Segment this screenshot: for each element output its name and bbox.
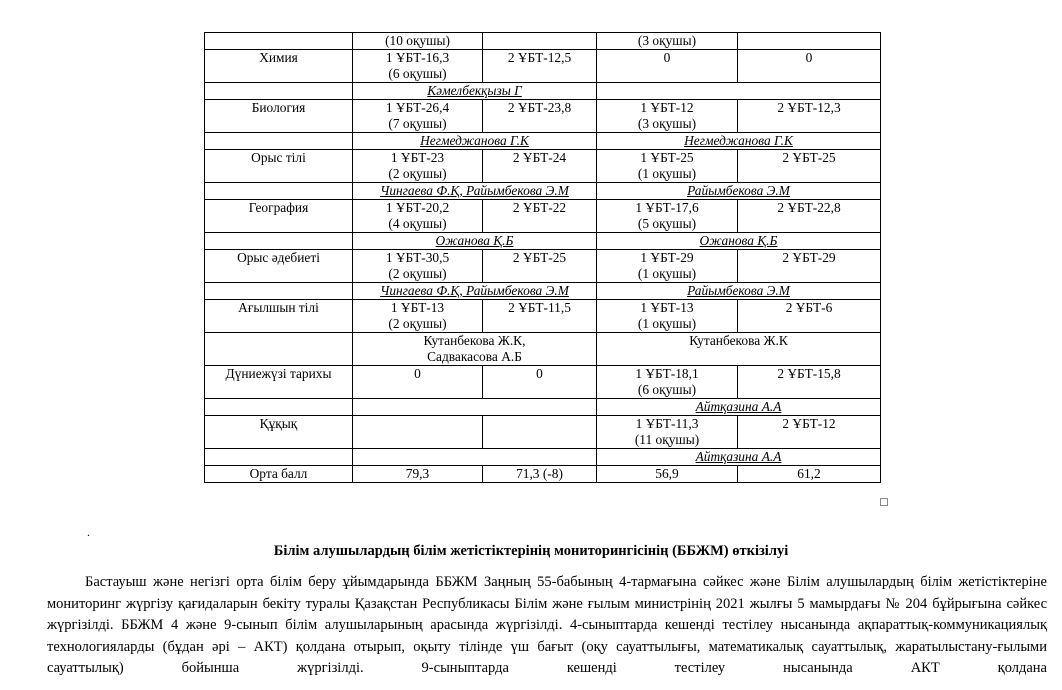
cell-line: 1 ҰБТ-23 (390, 150, 445, 165)
table-cell: Орыс тілі (205, 150, 353, 183)
cell-line: (4 оқушы) (388, 216, 447, 231)
teacher-row (205, 283, 881, 300)
table-cell (205, 33, 353, 50)
table-cell (597, 300, 738, 333)
table-cell: Химия (205, 50, 353, 83)
table-cell (597, 366, 738, 399)
table-cell: Кутанбекова Ж.К, Садвакасова А.Б (353, 333, 597, 366)
body-paragraph: Бастауыш және негізгі орта білім беру ұйымдарында ББЖМ Заңның 55-бабының 4-тармағына сәйкес және Білім алушылардың білім жетістіктеріне мониторинг жүргізу қағидаларын бекіту туралы Қазақстан Республикасы Білім және ғылым министрінің 2021 жылғы 5 мамырдағы № 204 бұйрығына сәйкес жүргізілді. ББЖМ 4 және 9-сынып білім алушыларының арасында жүргізілді. 4-сыныптарда кешенді тестілеу нысанында ақпараттық-коммуникациялық технологияларды (бұдан әрі – АКТ) қолдана отырып, оқыту тілінде үш бағыт (оқу сауаттылығы, математикалық сауаттылық, жаратылыстану-ғылыми сауаттылық) бойынша жүргізілді. 9-сыныптарда кешенді тестілеу нысанында АКТ қолдана (47, 574, 1047, 676)
cell-line: 1 ҰБТ-29 (640, 250, 694, 265)
table-cell: 2 ҰБТ-29 (738, 250, 881, 283)
table-cell: (10 оқушы) (353, 33, 483, 50)
table-cell: Чингаева Ф.Қ, Райымбекова Э.М (353, 283, 597, 300)
table-row (205, 100, 881, 133)
table-cell: Чингаева Ф.Қ, Райымбекова Э.М (353, 183, 597, 200)
table-resize-handle[interactable] (880, 498, 888, 506)
table-cell (205, 449, 353, 466)
cell-line: (2 оқушы) (388, 166, 447, 181)
cell-line: (7 оқушы) (388, 116, 447, 131)
cell-line: 0 (663, 50, 671, 65)
table-cell: Ағылшын тілі (205, 300, 353, 333)
teacher-row (205, 133, 881, 150)
table-cell (738, 33, 881, 50)
table-cell: Айтқазина А.А (597, 399, 881, 416)
table-cell: Кәмелбекқызы Г (353, 83, 597, 100)
table-cell: 2 ҰБТ-23,8 (483, 100, 597, 133)
cell-line: (6 оқушы) (637, 382, 697, 397)
teacher-row (205, 333, 881, 366)
table-cell (597, 50, 738, 83)
table-cell (597, 200, 738, 233)
table-cell: 2 ҰБТ-6 (738, 300, 881, 333)
teacher-row (205, 233, 881, 250)
table-row (205, 250, 881, 283)
table-cell (205, 399, 353, 416)
table-cell (597, 150, 738, 183)
table-cell: 61,2 (738, 466, 881, 483)
table-cell: 2 ҰБТ-12,3 (738, 100, 881, 133)
table-cell (597, 100, 738, 133)
cell-line: (1 оқушы) (637, 266, 697, 281)
cell-line: 1 ҰБТ-13 (640, 300, 694, 315)
cell-line: 1 ҰБТ-30,5 (385, 250, 450, 265)
table-cell (205, 133, 353, 150)
table-cell: Ожанова Қ.Б (597, 233, 881, 250)
table-cell: 2 ҰБТ-22,8 (738, 200, 881, 233)
table-row (205, 50, 881, 83)
cell-line: 79,3 (405, 466, 430, 481)
table-cell (483, 33, 597, 50)
table-cell (353, 150, 483, 183)
table-row (205, 150, 881, 183)
table-cell: 2 ҰБТ-25 (738, 150, 881, 183)
table-cell: Орыс әдебиеті (205, 250, 353, 283)
cell-line: 1 ҰБТ-17,6 (635, 200, 699, 215)
table-cell: Негмеджанова Г.К (353, 133, 597, 150)
table-cell: 2 ҰБТ-12,5 (483, 50, 597, 83)
table-cell (353, 50, 483, 83)
table-cell: Негмеджанова Г.К (597, 133, 881, 150)
table-cell: Кутанбекова Ж.К (597, 333, 881, 366)
cell-line: (5 оқушы) (637, 216, 697, 231)
cell-line: 1 ҰБТ-25 (640, 150, 694, 165)
table-cell: 2 ҰБТ-12 (738, 416, 881, 449)
table-cell (353, 466, 483, 483)
table-row (205, 366, 881, 399)
cell-line: 1 ҰБТ-18,1 (635, 366, 699, 381)
cell-line: 1 ҰБТ-12 (640, 100, 694, 115)
cell-line: 1 ҰБТ-13 (390, 300, 445, 315)
table-cell: Айтқазина А.А (597, 449, 881, 466)
table-cell: 2 ҰБТ-15,8 (738, 366, 881, 399)
table-cell: Құқық (205, 416, 353, 449)
table-cell: 0 (738, 50, 881, 83)
cell-line: (2 оқушы) (388, 316, 447, 331)
table-cell: 2 ҰБТ-24 (483, 150, 597, 183)
cell-line: 1 ҰБТ-11,3 (635, 416, 699, 431)
table-cell: 0 (483, 366, 597, 399)
table-cell: Биология (205, 100, 353, 133)
table-cell (205, 283, 353, 300)
cell-line: (11 оқушы) (634, 432, 700, 447)
paragraph-mark: . (87, 525, 90, 539)
table-cell: Райымбекова Э.М (597, 283, 881, 300)
table-cell (205, 183, 353, 200)
section-title: Білім алушылардың білім жетістіктерінің мониторингісінің (ББЖМ) өткізілуі (273, 543, 789, 559)
cell-line: 1 ҰБТ-26,4 (385, 100, 450, 115)
table-row (205, 33, 881, 50)
table-cell (597, 250, 738, 283)
table-cell: Ожанова Қ.Б (353, 233, 597, 250)
table-cell (353, 300, 483, 333)
table-cell: Райымбекова Э.М (597, 183, 881, 200)
cell-line: 1 ҰБТ-20,2 (385, 200, 450, 215)
table-cell: (3 оқушы) (597, 33, 738, 50)
table-row (205, 466, 881, 483)
cell-line: 0 (414, 366, 421, 381)
table-row (205, 200, 881, 233)
cell-line: 56,9 (655, 466, 679, 481)
table-cell: 2 ҰБТ-22 (483, 200, 597, 233)
teacher-row (205, 399, 881, 416)
table-cell (353, 449, 597, 466)
table-cell: 2 ҰБТ-11,5 (483, 300, 597, 333)
table-cell (597, 83, 881, 100)
table-cell: 2 ҰБТ-25 (483, 250, 597, 283)
cell-line: (2 оқушы) (388, 266, 447, 281)
table-cell (353, 399, 597, 416)
table-row (205, 416, 881, 449)
table-cell (483, 416, 597, 449)
cell-line: 1 ҰБТ-16,3 (385, 50, 450, 65)
table-cell: 71,3 (-8) (483, 466, 597, 483)
table-cell (597, 466, 738, 483)
table-cell: Орта балл (205, 466, 353, 483)
table-cell (353, 250, 483, 283)
table-cell (597, 416, 738, 449)
teacher-row (205, 183, 881, 200)
table-cell (353, 200, 483, 233)
table-cell (205, 83, 353, 100)
cell-line: (6 оқушы) (388, 66, 447, 81)
table-row (205, 300, 881, 333)
cell-line: (3 оқушы) (637, 116, 697, 131)
results-table (204, 32, 881, 483)
table-cell: География (205, 200, 353, 233)
teacher-row (205, 83, 881, 100)
table-cell (353, 100, 483, 133)
table-cell (205, 233, 353, 250)
teacher-row (205, 449, 881, 466)
cell-line: (1 оқушы) (637, 316, 697, 331)
table-cell (205, 333, 353, 366)
table-cell: Дүниежүзі тарихы (205, 366, 353, 399)
table-cell (353, 416, 483, 449)
cell-line: (1 оқушы) (637, 166, 697, 181)
table-cell (353, 366, 483, 399)
